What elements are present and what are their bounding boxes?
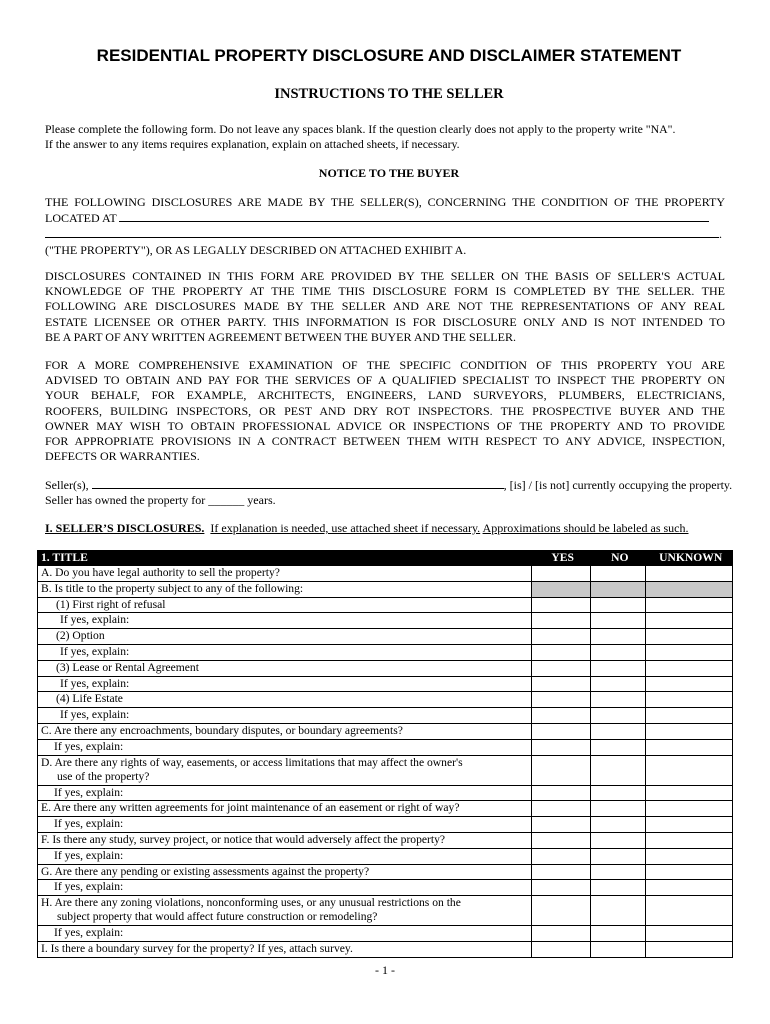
seller-row <box>45 477 733 493</box>
yes-cell[interactable] <box>532 801 591 817</box>
unknown-cell <box>646 848 733 864</box>
row-question-line: D. Are there any rights of way, easements, or access limitations that may affect the owner's <box>41 755 463 769</box>
yes-cell[interactable] <box>532 941 591 957</box>
table-row <box>38 581 733 597</box>
table-row <box>38 864 733 880</box>
yes-cell <box>532 613 591 629</box>
no-cell <box>591 817 646 833</box>
no-cell[interactable] <box>591 941 646 957</box>
unknown-cell <box>646 644 733 660</box>
row-question <box>38 755 532 785</box>
row-explain[interactable]: If yes, explain: <box>38 644 532 660</box>
table-row <box>38 832 733 848</box>
no-cell <box>591 848 646 864</box>
table-row <box>38 692 733 708</box>
yes-cell[interactable] <box>532 597 591 613</box>
table-row <box>38 644 733 660</box>
no-cell[interactable] <box>591 723 646 739</box>
no-cell[interactable] <box>591 597 646 613</box>
no-cell[interactable] <box>591 629 646 645</box>
yes-cell[interactable] <box>532 755 591 785</box>
row-question: I. Is there a boundary survey for the property? If yes, attach survey. <box>38 941 532 957</box>
table-row <box>38 896 733 926</box>
table-row <box>38 941 733 957</box>
table-row <box>38 739 733 755</box>
exam-line: ROOFERS, BUILDING INSPECTORS, OR PEST AND DRY ROT INSPECTORS. THE PROSPECTIVE BUYER AND THE <box>45 403 725 418</box>
unknown-cell <box>646 926 733 942</box>
instructions-text <box>45 122 725 152</box>
located-block <box>45 195 725 258</box>
table-row <box>38 629 733 645</box>
row-explain[interactable]: If yes, explain: <box>38 613 532 629</box>
instructions-heading: INSTRUCTIONS TO THE SELLER <box>274 86 504 102</box>
row-question: (2) Option <box>38 629 532 645</box>
table-row <box>38 755 733 785</box>
yes-cell <box>532 581 591 597</box>
unknown-cell[interactable] <box>646 566 733 582</box>
exam-line: YOUR BEHALF, FOR EXAMPLE, ARCHITECTS, ENGINEERS, LAND SURVEYORS, PLUMBERS, ELECTRICIANS, <box>45 388 725 403</box>
unknown-cell[interactable] <box>646 692 733 708</box>
yes-cell[interactable] <box>532 629 591 645</box>
unknown-cell[interactable] <box>646 832 733 848</box>
table-row <box>38 613 733 629</box>
table-row <box>38 785 733 801</box>
header-unknown: UNKNOWN <box>646 551 733 566</box>
row-question: G. Are there any pending or existing assessments against the property? <box>38 864 532 880</box>
page-number: - 1 - <box>375 963 395 977</box>
document-title: RESIDENTIAL PROPERTY DISCLOSURE AND DISCLAIMER STATEMENT <box>96 46 682 65</box>
unknown-cell[interactable] <box>646 896 733 926</box>
address-blank-2[interactable] <box>45 226 719 238</box>
exam-line: ADVISED TO OBTAIN AND PAY FOR THE SERVICES OF A QUALIFIED SPECIALIST TO INSPECT THE PROPERTY ON <box>45 373 725 388</box>
disclosure-paragraph <box>45 269 725 345</box>
row-question: (4) Life Estate <box>38 692 532 708</box>
yes-cell[interactable] <box>532 660 591 676</box>
disclosure-line: BE A PART OF ANY WRITTEN AGREEMENT BETWEEN THE BUYER AND THE SELLER. <box>45 329 516 344</box>
section-note-1: If explanation is needed, use attached sheet if necessary. <box>210 521 481 535</box>
unknown-cell <box>646 880 733 896</box>
table-row <box>38 723 733 739</box>
unknown-cell <box>646 785 733 801</box>
table-row <box>38 801 733 817</box>
row-explain[interactable]: If yes, explain: <box>38 785 532 801</box>
table-row <box>38 676 733 692</box>
yes-cell[interactable] <box>532 864 591 880</box>
table-row <box>38 660 733 676</box>
yes-cell <box>532 926 591 942</box>
unknown-cell[interactable] <box>646 723 733 739</box>
table-header <box>38 551 733 566</box>
row-question: (3) Lease or Rental Agreement <box>38 660 532 676</box>
row-question-cont: use of the property? <box>57 769 150 783</box>
owned-years-blank[interactable]: ______ <box>208 493 245 508</box>
exam-line: OWNER MAY WISH TO OBTAIN PROFESSIONAL ADVICE OR INSPECTIONS OF THE PROPERTY AND TO PROVIDE <box>45 418 725 433</box>
row-question-line: H. Are there any zoning violations, nonconforming uses, or any unusual restrictions on the <box>41 896 461 910</box>
yes-cell[interactable] <box>532 692 591 708</box>
instructions-line: Please complete the following form. Do not leave any spaces blank. If the question clearly does not apply to the property write "NA". <box>45 122 676 136</box>
no-cell <box>591 708 646 724</box>
unknown-cell[interactable] <box>646 801 733 817</box>
row-question-cont: subject property that would affect future construction or remodeling? <box>57 910 378 924</box>
exam-line: FOR APPROPRIATE PROVISIONS IN A CONTRACT BETWEEN THEM WITH RESPECT TO ANY ADVICE, INSPECTION, <box>45 434 725 449</box>
no-cell <box>591 613 646 629</box>
row-question <box>38 896 532 926</box>
unknown-cell <box>646 708 733 724</box>
row-question: A. Do you have legal authority to sell the property? <box>38 566 532 582</box>
disclosure-line: FOLLOWING ARE DISCLOSURES MADE BY THE SELLER AND ARE NOT THE REPRESENTATIONS OF ANY REAL <box>45 299 725 314</box>
unknown-cell[interactable] <box>646 660 733 676</box>
seller-name-blank[interactable] <box>92 477 504 489</box>
exam-line: FOR A MORE COMPREHENSIVE EXAMINATION OF THE SPECIFIC CONDITION OF THIS PROPERTY YOU ARE <box>45 358 725 372</box>
no-cell[interactable] <box>591 801 646 817</box>
seller-block <box>45 477 733 508</box>
table-row <box>38 880 733 896</box>
row-question: E. Are there any written agreements for joint maintenance of an easement or right of way? <box>38 801 532 817</box>
table-row <box>38 708 733 724</box>
disclosure-line: ESTATE LICENSEE OR OTHER PARTY. THIS INFORMATION IS FOR DISCLOSURE ONLY AND IS NOT INTENDED TO <box>45 314 725 329</box>
table-row <box>38 597 733 613</box>
table-row <box>38 566 733 582</box>
table-row <box>38 926 733 942</box>
header-no: NO <box>591 551 646 566</box>
section-note-2: Approximations should be labeled as such. <box>482 521 689 535</box>
row-question: (1) First right of refusal <box>38 597 532 613</box>
notice-heading: NOTICE TO THE BUYER <box>318 166 460 180</box>
owned-row <box>45 493 725 508</box>
instructions-line: If the answer to any items requires explanation, explain on attached sheets, if necessary. <box>45 137 460 152</box>
address-blank-row: . <box>45 226 725 242</box>
header-title: 1. TITLE <box>38 551 532 566</box>
row-question: B. Is title to the property subject to any of the following: <box>38 581 532 597</box>
title-questions-table <box>37 550 733 958</box>
row-explain[interactable]: If yes, explain: <box>38 817 532 833</box>
unknown-cell <box>646 613 733 629</box>
unknown-cell[interactable] <box>646 629 733 645</box>
yes-cell[interactable] <box>532 566 591 582</box>
located-label: LOCATED AT <box>45 211 117 226</box>
unknown-cell[interactable] <box>646 755 733 785</box>
no-cell[interactable] <box>591 832 646 848</box>
unknown-cell[interactable] <box>646 864 733 880</box>
yes-cell[interactable] <box>532 832 591 848</box>
no-cell <box>591 926 646 942</box>
unknown-cell[interactable] <box>646 941 733 957</box>
no-cell[interactable] <box>591 864 646 880</box>
yes-cell <box>532 848 591 864</box>
property-line: ("THE PROPERTY"), OR AS LEGALLY DESCRIBED ON ATTACHED EXHIBIT A. <box>45 242 467 257</box>
unknown-cell <box>646 676 733 692</box>
no-cell[interactable] <box>591 896 646 926</box>
unknown-cell <box>646 739 733 755</box>
address-blank[interactable] <box>119 210 709 222</box>
no-cell[interactable] <box>591 566 646 582</box>
yes-cell <box>532 644 591 660</box>
row-explain[interactable]: If yes, explain: <box>38 708 532 724</box>
yes-cell <box>532 880 591 896</box>
no-cell[interactable] <box>591 755 646 785</box>
unknown-cell[interactable] <box>646 597 733 613</box>
yes-cell <box>532 785 591 801</box>
row-question: C. Are there any encroachments, boundary disputes, or boundary agreements? <box>38 723 532 739</box>
yes-cell <box>532 676 591 692</box>
no-cell <box>591 785 646 801</box>
exam-line: DEFECTS OR WARRANTIES. <box>45 449 200 464</box>
owned-prefix: Seller has owned the property for <box>45 493 206 508</box>
no-cell[interactable] <box>591 692 646 708</box>
section-title: I. SELLER’S DISCLOSURES. <box>45 521 205 535</box>
yes-cell <box>532 739 591 755</box>
examination-paragraph <box>45 358 725 464</box>
seller-label: Seller(s), <box>45 478 89 492</box>
no-cell <box>591 880 646 896</box>
table-row <box>38 848 733 864</box>
yes-cell <box>532 708 591 724</box>
row-explain[interactable]: If yes, explain: <box>38 880 532 896</box>
row-explain[interactable]: If yes, explain: <box>38 848 532 864</box>
table-row <box>38 817 733 833</box>
row-explain[interactable]: If yes, explain: <box>38 739 532 755</box>
no-cell <box>591 739 646 755</box>
no-cell <box>591 676 646 692</box>
disclosure-line: KNOWLEDGE OF THE PROPERTY AT THE TIME THIS DISCLOSURE FORM IS COMPLETED BY THE SELLER. THE <box>45 284 725 299</box>
no-cell[interactable] <box>591 660 646 676</box>
no-cell <box>591 644 646 660</box>
located-line: THE FOLLOWING DISCLOSURES ARE MADE BY THE SELLER(S), CONCERNING THE CONDITION OF THE PROPERTY <box>45 195 725 209</box>
header-yes: YES <box>532 551 591 566</box>
unknown-cell <box>646 817 733 833</box>
unknown-cell <box>646 581 733 597</box>
yes-cell[interactable] <box>532 896 591 926</box>
row-explain[interactable]: If yes, explain: <box>38 926 532 942</box>
owned-suffix: years. <box>247 493 276 508</box>
row-explain[interactable]: If yes, explain: <box>38 676 532 692</box>
yes-cell <box>532 817 591 833</box>
row-question: F. Is there any study, survey project, or notice that would adversely affect the property? <box>38 832 532 848</box>
no-cell <box>591 581 646 597</box>
located-at-row <box>45 210 725 226</box>
disclosure-line: DISCLOSURES CONTAINED IN THIS FORM ARE PROVIDED BY THE SELLER ON THE BASIS OF SELLER'S ACTUAL <box>45 269 725 283</box>
yes-cell[interactable] <box>532 723 591 739</box>
seller-suffix: , [is] / [is not] currently occupying the property. <box>503 478 733 492</box>
section-heading <box>45 521 689 536</box>
